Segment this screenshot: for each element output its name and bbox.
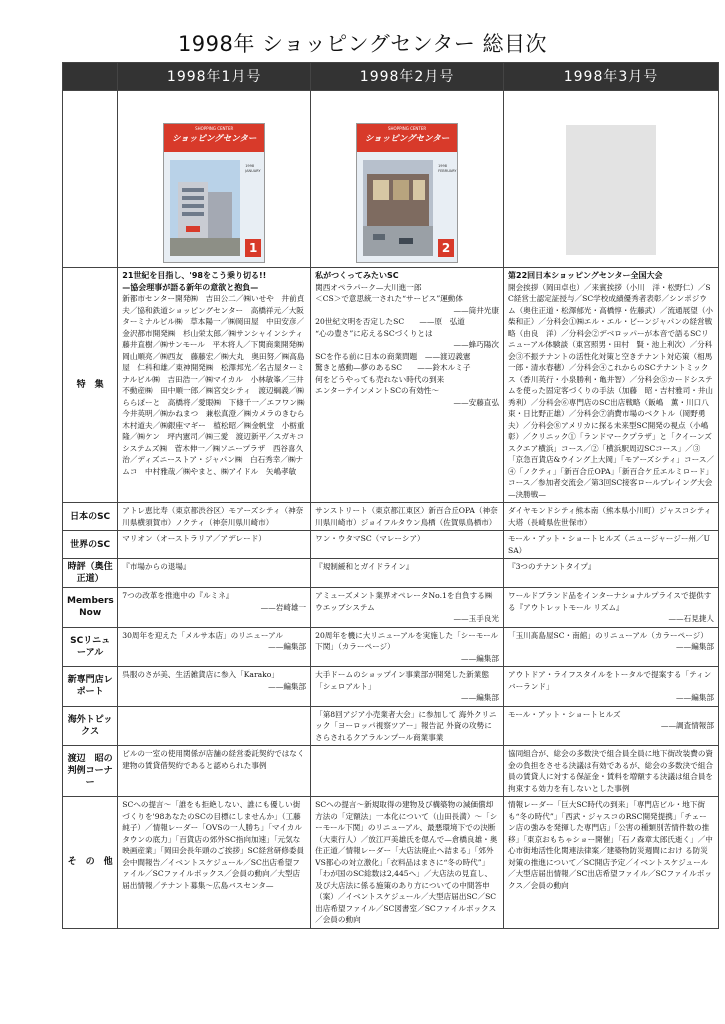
cell-tokushu-feb — [311, 268, 504, 503]
column-header-feb: 1998年2月号 — [311, 63, 504, 91]
cell-japan-sc-feb: サンストリート（東京都江東区）新百合丘OPA（神奈川県川崎市）ジョイフルタウン鳥栖（佐賀県鳥栖市） — [311, 503, 504, 531]
cell-other-jan: SCへの提言〜「誰をも拒絶しない、誰にも優しい街づくりを'98あなたのSCの目標にしませんか」（工藤純子）／情報レーダー「OVSの一人勝ち」「マイカルタウンの底力」「百貨店の郊外SC指向加速」「元気な映画産業」「岡田会長年頭のご挨拶」SC経営研修委員会中間報告／イベントスケジュール／SC出店希望ファイル／SCファイルボックス／会員の動向／大型店届出情報／テナント募集〜広島バスセンタ— — [118, 797, 311, 929]
row-label-watanabe: 渡辺 昭の 判例コーナー — [63, 746, 118, 797]
renewal-mar-credit: ——編集部 — [676, 642, 714, 651]
members-mar-text: ワールドブランド品をインターナショナルプライスで提供する『アウトレットモール リズム』 — [508, 591, 712, 612]
row-label-renewal: SCリニューアル — [63, 627, 118, 667]
cell-new-store-feb — [311, 667, 504, 707]
page-title: 1998年 ショッピングセンター 総目次 — [177, 32, 548, 56]
cell-watanabe-mar: 協同組合が、総会の多数決で組合員全員に地下街改装費の資金の負担をさせる決議は有効であるが、総会の多数決で組合員の賃貸人に対する保証金・賃料を増額する決議は組合員を拘束する効力を有しないとした事例 — [504, 746, 719, 797]
tokushu-feb-heading: 私がつくってみたいSC — [315, 271, 399, 280]
header-row — [63, 63, 719, 91]
row-label-jihyo: 時評（奥住正道） — [63, 559, 118, 588]
cell-world-sc-mar: モール・アット・ショートヒルズ（ニュージャージー州／USA） — [504, 531, 719, 559]
cover-image-jan: SHOPPING CENTER ショッピングセンター 1998 JANUARY 1 — [163, 123, 265, 263]
members-mar-credit: ——石見捷人 — [668, 614, 714, 623]
new-store-jan-credit: ——編集部 — [268, 681, 307, 691]
tokushu-feb-line: 関西オペラパーク—大川進一郎 — [315, 282, 422, 292]
row-watanabe — [63, 746, 719, 797]
renewal-jan-text: 30周年を迎えた「メルサ本店」のリニューアル — [122, 630, 283, 640]
tokushu-jan-heading: 21世紀を目指し、'98をこう乗り切る!! — [122, 271, 267, 280]
renewal-feb-credit: ——編集部 — [461, 653, 499, 663]
tokushu-jan-body: 新都市センター開発㈱ 吉田公二／㈱いせや 井前貞夫／協和鉄道ショッピングセンター 高橋祥元／大阪ターミナルビル㈱ 草本陽一／㈱岡田屋 中田安彦／金沢都市開発㈱ 杉山栄太郎／㈱サンシャインシティ 藤井直樹／㈱サンモール 平木将人／下関商業開発㈱ 岡山順亮／㈱西友 藤藤宏／㈱大丸 奥田努／㈱高島屋 仁科和雄／東神開発㈱ 松澤邦光／名古屋ターミナルビル㈱ 吉田浩一／㈱マイカル 小林敏峯／三井不動産㈱ 田中順一郎／㈱宮交シティ 渡辺綱義／㈱ららぽーと 高橋将／愛眼㈱ 下條千一／エフワン㈱ 今井英明／㈱かねまつ 兼松真澄／㈱カメラのきむら 木村道夫／㈱銀座マギー 植松昭／㈱金帆堂 小栃重隆／㈱ケン 坪内憲司／㈱三愛 渡辺新平／スガキコシステムズ㈱ 菅木伸一／㈱ソニープラザ 西谷喜久治／ディズニーストア・ジャパン㈱ 白石秀幸／㈱ナムコ 中村雅哉／㈱やまと、㈱アイドル 矢嶋孝敏 — [122, 294, 313, 476]
new-store-feb-credit: ——編集部 — [461, 693, 499, 702]
cell-renewal-feb — [311, 627, 504, 667]
row-japan-sc — [63, 503, 719, 531]
cell-members-jan — [118, 588, 311, 628]
overseas-mar-text: モール・アット・ショートヒルズ — [508, 709, 621, 719]
tokushu-feb-line: 何をどうやっても売れない時代の到来 — [315, 374, 445, 384]
overseas-mar-credit: ——調査情報部 — [660, 721, 714, 730]
column-header-mar: 1998年3月号 — [504, 63, 719, 91]
cell-other-mar: 情報レーダー「巨大SC時代の到来」「専門店ビル・地下街も“冬の時代”」「西武・ジャスコのRSC開発提携」「チェーン店の強みを発揮した専門店」「公害の種類別苦情件数の推移」「東京おもちゃショー開催」「石ノ森章太郎氏逝く」／中心市街地活性化関連法律案／建築物防災週間におけ る防災対策の推進について／SC開店予定／イベントスケジュール／大型店届出情報／SC出店希望ファイル／SCファイルボックス／会員の動向 — [504, 797, 719, 929]
cell-new-store-mar — [504, 667, 719, 707]
column-header-jan: 1998年1月号 — [118, 63, 311, 91]
members-jan-text: 7つの改革を推進中の『ルミネ』 — [122, 591, 234, 600]
cell-jihyo-feb: 『規制緩和とガイドライン』 — [311, 559, 504, 588]
row-label-members: Members Now — [63, 588, 118, 628]
cell-renewal-mar — [504, 627, 719, 667]
cell-new-store-jan — [118, 667, 311, 707]
tokushu-feb-credit: ——安藤直弘 — [453, 397, 499, 407]
members-feb-credit: ——玉手良光 — [453, 614, 499, 623]
row-members — [63, 588, 719, 628]
tokushu-feb-line: SCを作る前に日本の商業問題 ——渡辺義憲 — [315, 351, 471, 361]
row-renewal — [63, 627, 719, 667]
renewal-feb-text: 20周年を機に大リニューアルを実施した「シーモール下関」（カラーページ） — [315, 630, 499, 651]
row-world-sc — [63, 531, 719, 559]
cell-members-mar — [504, 588, 719, 628]
new-store-feb-text: 大手ドームのショップイン事業部が開発した新業態「シェロアルト」 — [315, 670, 489, 691]
row-label-japan-sc: 日本のSC — [63, 503, 118, 531]
cover-row — [63, 91, 719, 268]
cover-row-label — [63, 91, 118, 268]
row-label-new-store: 新専門店レポート — [63, 667, 118, 707]
renewal-jan-credit: ——編集部 — [268, 642, 307, 651]
tokushu-feb-line: “心の豊さ”に応えるSCづくりとは — [315, 328, 433, 338]
tokushu-feb-line: ＜CS＞で意思統一された“サービス”運動体 — [315, 294, 463, 303]
cover-image-feb: SHOPPING CENTER ショッピングセンター 1998 FEBRUARY 2 — [356, 123, 458, 263]
cell-jihyo-mar: 『3つのテナントタイプ』 — [504, 559, 719, 588]
row-label-tokushu: 特 集 — [63, 268, 118, 503]
cell-watanabe-jan: ビルの一室の使用関係が店舗の経営委託契約ではなく建物の賃貸借契約であると認められた事例 — [118, 746, 311, 797]
new-store-mar-text: アウトドア・ライフスタイルをトータルで提案する「ティンバーランド」 — [508, 670, 712, 691]
tokushu-feb-credit: ——筒井光康 — [453, 305, 499, 315]
cell-tokushu-mar — [504, 268, 719, 503]
cell-overseas-feb: 「第8回アジア小売業者大会」に参加して 海外クリニック「ヨーロッパ視察ツアー」報告記 外資の攻勢にさらされるクアラルンプール商業事業 — [311, 706, 504, 746]
row-overseas — [63, 706, 719, 746]
cell-world-sc-feb: ワン・ウタマSC（マレーシア） — [311, 531, 504, 559]
cover-cell-feb — [311, 91, 504, 268]
row-new-store — [63, 667, 719, 707]
cell-overseas-mar — [504, 706, 719, 746]
cell-renewal-jan — [118, 627, 311, 667]
row-label-overseas: 海外トピックス — [63, 706, 118, 746]
tokushu-mar-heading: 第22回日本ショッピングセンター全国大会 — [508, 271, 663, 280]
header-corner — [63, 63, 118, 91]
new-store-mar-credit: ——編集部 — [676, 693, 714, 702]
row-label-other: そ の 他 — [63, 797, 118, 929]
cover-photo-building — [170, 160, 240, 256]
cover-cell-jan — [118, 91, 311, 268]
cover-photo-mall — [363, 160, 433, 256]
row-other — [63, 797, 719, 929]
tokushu-jan-subheading: —協会理事が語る新年の意欲と抱負— — [122, 282, 259, 292]
tokushu-feb-credit: ——蜂巧陽次 — [453, 340, 499, 349]
cell-japan-sc-mar: ダイヤモンドシティ熊本南（熊本県小川町）ジャスコシティ大塔（長崎県佐世保市） — [504, 503, 719, 531]
cell-other-feb: SCへの提言〜新規取得の建物及び構築物の減価償却方法の「定額法」一本化について（山田長満）〜「シーモール下関」のリニューアル、最悪環境下での決断（大東行人）／放江戸美雄氏を偲んで—倉橋良雄・奥住正道／情報レーダー「大店法廃止へ詰まる」「郊外VS都心の対立激化」「衣料品はまさに“冬の時代”」「わが国のSC総数は2,445へ」／大店法の見直し、及び大店法に係る施策のあり方についての中間答申（案）／イベントスケジュール／大型店届出SC／SC出店希望ファイル／SC図書室／SCファイルボックス／会員の動向 — [311, 797, 504, 929]
renewal-mar-text: 「玉川髙島屋SC・南館」のリニューアル（カラーページ） — [508, 630, 708, 640]
cell-members-feb — [311, 588, 504, 628]
index-table — [62, 62, 719, 929]
new-store-jan-text: 呉服のさが美、生活雑貨店に参入「Karako」 — [122, 670, 279, 679]
tokushu-feb-line: 驚きと感動—夢のあるSC ——鈴木ルミ子 — [315, 363, 471, 372]
cell-jihyo-jan: 『市場からの退場』 — [118, 559, 311, 588]
cell-japan-sc-jan: アトレ恵比寿（東京都渋谷区）モアーズシティ（神奈川県横須賀市）ノクティ（神奈川県川崎市） — [118, 503, 311, 531]
cell-tokushu-jan — [118, 268, 311, 503]
members-jan-credit: ——岩崎雄一 — [260, 602, 307, 612]
members-feb-text: アミューズメント業界オペレータNo.1を自負する㈱ウエッブシステム — [315, 591, 493, 612]
row-jihyo — [63, 559, 719, 588]
cover-placeholder-mar — [566, 125, 656, 255]
cover-cell-mar — [504, 91, 719, 268]
tokushu-mar-body: 開会挨拶（岡田卓也）／来賓挨拶（小川 洋・松野仁）／SC経営士認定証授与／SC学校成績優秀者表彰／シンポジウム（奥住正道・松澤郁光・高橋惇・佐藤武）／流通展望（小柴和正）／分科会①㈱エル・エル・ビーンジャパンの経営戦略（由良 洋）／分科会②デベロッパーが本音で語るSCリニューアル体験談（東宮照男・田村 賢・池上利次）／分科会③不振テナントの活性化対策と空きテナント対応策（相馬一郎・清水春穂）／分科会④これからのSCテナントミックス（香川英行・小泉勝利・亀井智）／分科会⑤カードシステムを使った固定客づくりの手法（加藤 昭・吉村雅司・井山秀利）／分科会⑥専門店のSC出店戦略（飯嶋 薫・川口八束・日比野正雄）／分科会⑦消費市場のベクトル（岡野勇夫）／分科会⑧アメリカに探る未来型SC開発の視点（小嶋 彰）／クリニック①「ランドマークプラザ」と「クイーンズスクエア横浜」コース／②「横浜駅周辺SCコース」／③「京急百貨店&ウイング上大岡」「モアーズシティ」コース／④「ノクティ」「新百合丘OPA」「新百合ケ丘エルミロード」コース／参加者交流会／第3回SC接客ロールプレイング大会—決勝戦— — [508, 282, 716, 499]
row-label-world-sc: 世界のSC — [63, 531, 118, 559]
cell-watanabe-feb — [311, 746, 504, 797]
row-tokushu — [63, 268, 719, 503]
cell-overseas-jan — [118, 706, 311, 746]
tokushu-feb-line: エンターテインメントSCの有効性〜 — [315, 386, 439, 395]
cell-world-sc-jan: マリオン（オーストラリア／アデレード） — [118, 531, 311, 559]
tokushu-feb-line: 20世紀文明を否定したSC ——原 弘道 — [315, 317, 465, 326]
